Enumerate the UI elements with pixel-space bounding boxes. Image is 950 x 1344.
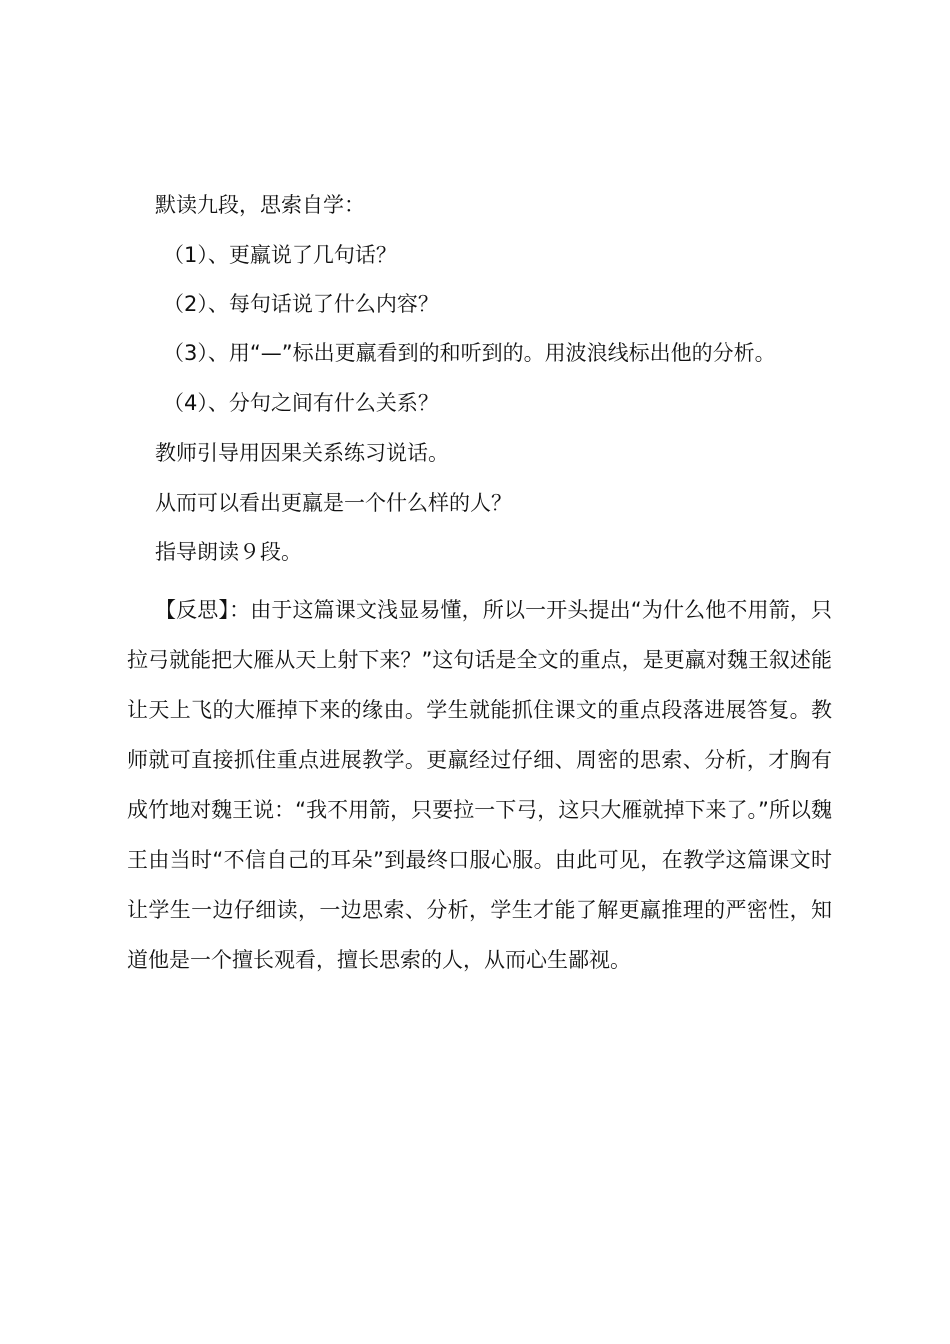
teacher-guide-line: 教师引导用因果关系练习说话。 <box>155 441 449 465</box>
reading-guide-line: 指导朗读９段。 <box>155 540 302 564</box>
intro-line: 默读九段，思索自学： <box>155 193 365 217</box>
question-4: （4）、分句之间有什么关系？ <box>163 391 439 415</box>
question-line: 从而可以看出更羸是一个什么样的人？ <box>155 491 512 515</box>
reflection-paragraph: 【反思】：由于这篇课文浅显易懂，所以一开头提出“为什么他不用箭，只拉弓就能把大雁从天上射下来？”这句话是全文的重点，是更羸对魏王叙述能让天上飞的大雁掉下来的缘由。学生就能抓住课文的重点段落进展答复。教师就可直接抓住重点进展教学。更羸经过仔细、周密的思索、分析，才胸有成竹地对魏王说：“我不用箭，只要拉一下弓，这只大雁就掉下来了。”所以魏王由当时“不信自己的耳朵”到最终口服心服。由此可见，在教学这篇课文时让学生一边仔细读，一边思索、分析，学生才能了解更羸推理的严密性，知道他是一个擅长观看，擅长思索的人，从而心生鄙视。 <box>127 598 832 972</box>
question-3: （3）、用“—”标出更羸看到的和听到的。用波浪线标出他的分析。 <box>163 341 776 365</box>
question-1: （1）、更羸说了几句话？ <box>163 243 397 267</box>
question-2: （2）、每句话说了什么内容？ <box>163 292 439 316</box>
